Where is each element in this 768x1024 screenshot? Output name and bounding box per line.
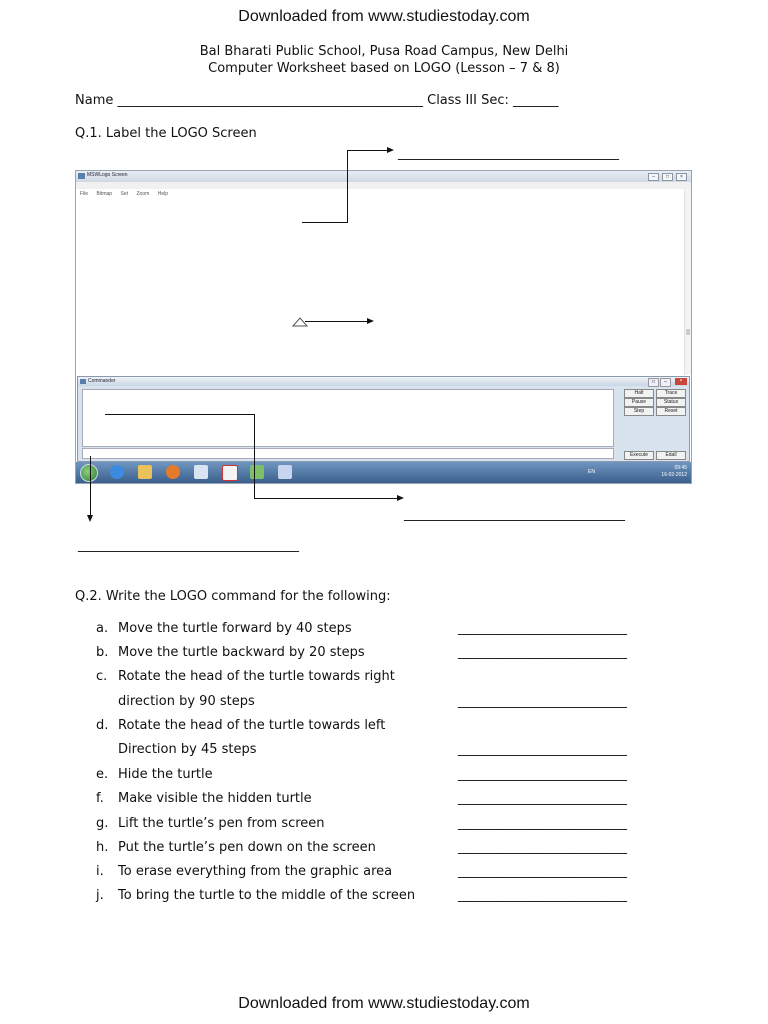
menu-help: Help — [157, 191, 169, 197]
drawing-scrollbar — [684, 189, 691, 375]
title-pointer-line — [302, 222, 348, 223]
start-button-icon — [80, 464, 98, 482]
menu-zoom: Zoom — [136, 191, 150, 197]
label-blank-left: __________________________________ — [78, 538, 299, 553]
browser-icon — [110, 465, 124, 479]
title-pointer-line-vertical — [347, 150, 348, 223]
school-name: Bal Bharati Public School, Pusa Road Campus, New Delhi — [199, 44, 569, 59]
tray-time: 09:45 — [674, 465, 687, 471]
status-button: Status — [656, 398, 686, 407]
tray-language: EN — [588, 469, 595, 475]
answer-blank: __________________________ — [458, 621, 627, 636]
answer-blank: __________________________ — [458, 791, 627, 806]
arrow-right-icon — [387, 147, 394, 153]
step-button: Step — [624, 407, 654, 416]
commander-taskbar-icon — [278, 465, 292, 479]
q2-item-letter: g. — [96, 816, 109, 831]
media-player-icon — [166, 465, 180, 479]
pause-button: Pause — [624, 398, 654, 407]
answer-blank: __________________________ — [458, 767, 627, 782]
restore-icon: □ — [662, 173, 673, 181]
arrow-right-icon — [367, 318, 374, 324]
answer-blank: __________________________ — [458, 742, 627, 757]
q2-item-letter: e. — [96, 767, 109, 782]
commander-titlebar — [78, 377, 689, 386]
q2-item-text: Rotate the head of the turtle towards left — [118, 718, 386, 733]
download-header: Downloaded from www.studiestoday.com — [238, 8, 530, 25]
commander-pointer-line — [105, 414, 255, 415]
q2-item-text: Rotate the head of the turtle towards right — [118, 669, 395, 684]
answer-blank: __________________________ — [458, 694, 627, 709]
q2-item-text-continued: Direction by 45 steps — [118, 742, 257, 757]
arrow-right-icon — [397, 495, 404, 501]
q2-item-text: Lift the turtle’s pen from screen — [118, 816, 325, 831]
q2-item-letter: i. — [96, 864, 104, 879]
answer-blank: __________________________ — [458, 840, 627, 855]
trace-button: Trace — [656, 389, 686, 398]
q2-item-letter: b. — [96, 645, 109, 660]
commander-pointer-line-bottom — [254, 498, 397, 499]
edall-button: Edall — [656, 451, 686, 460]
answer-blank: __________________________ — [458, 864, 627, 879]
arrow-down-icon — [87, 515, 93, 522]
halt-button: Halt — [624, 389, 654, 398]
q2-item-text: To erase everything from the graphic area — [118, 864, 393, 879]
execute-button: Execute — [624, 451, 654, 460]
logo-window-titlebar — [76, 171, 691, 182]
q2-item-text: Make visible the hidden turtle — [118, 791, 312, 806]
logo-screenshot — [75, 170, 692, 484]
download-footer: Downloaded from www.studiestoday.com — [238, 995, 530, 1012]
q2-item-text: Move the turtle backward by 20 steps — [118, 645, 365, 660]
q2-item-text: Hide the turtle — [118, 767, 213, 782]
reset-button: Reset — [656, 407, 686, 416]
close-icon: × — [676, 173, 687, 181]
name-class-line: Name _______________________________________________ Class III Sec: _______ — [75, 93, 559, 108]
title-pointer-line-top — [347, 150, 387, 151]
menu-set: Set — [120, 191, 129, 197]
logo-taskbar-icon — [250, 465, 264, 479]
close-icon: × — [675, 378, 687, 385]
turtle-icon — [292, 317, 308, 327]
label-blank-right: __________________________________ — [404, 507, 625, 522]
commander-icon — [80, 379, 86, 384]
turtle-pointer-line — [305, 321, 367, 322]
answer-blank: __________________________ — [458, 816, 627, 831]
minimize-icon: – — [660, 378, 671, 387]
commander-history-box — [82, 389, 614, 447]
q2-item-letter: h. — [96, 840, 109, 855]
q2-item-text: Move the turtle forward by 40 steps — [118, 621, 352, 636]
system-tray — [588, 465, 687, 479]
q2-item-text-continued: direction by 90 steps — [118, 694, 255, 709]
q2-item-letter: f. — [96, 791, 104, 806]
q2-item-letter: j. — [96, 888, 104, 903]
maximize-icon: □ — [648, 378, 659, 387]
q2-title: Q.2. Write the LOGO command for the following: — [75, 589, 391, 604]
commander-pointer-line-vertical — [254, 414, 255, 499]
label-blank-top: __________________________________ — [398, 146, 619, 161]
q1-title: Q.1. Label the LOGO Screen — [75, 126, 257, 141]
q2-item-letter: c. — [96, 669, 108, 684]
q2-item-text: Put the turtle’s pen down on the screen — [118, 840, 376, 855]
menu-file: File — [80, 191, 89, 197]
windows-taskbar — [76, 462, 691, 483]
commander-window — [77, 376, 690, 462]
q2-item-letter: a. — [96, 621, 109, 636]
document-icon — [194, 465, 208, 479]
q2-item-letter: d. — [96, 718, 109, 733]
logo-menubar — [76, 182, 691, 197]
answer-blank: __________________________ — [458, 888, 627, 903]
logo-app-icon — [78, 173, 85, 179]
q2-item-text: To bring the turtle to the middle of the screen — [118, 888, 416, 903]
menu-bitmap: Bitmap — [96, 191, 113, 197]
folder-icon — [138, 465, 152, 479]
worksheet-title: Computer Worksheet based on LOGO (Lesson – 7 & 8) — [208, 61, 560, 76]
commander-input-box — [82, 448, 614, 459]
tray-date: 16-02-2012 — [661, 472, 687, 478]
answer-blank: __________________________ — [458, 645, 627, 660]
commander-title: Commander — [88, 378, 116, 384]
input-pointer-line — [90, 456, 91, 516]
logo-window-title: MSWLogo Screen — [87, 172, 128, 178]
minimize-icon: – — [648, 173, 659, 181]
paint-icon — [222, 465, 238, 481]
